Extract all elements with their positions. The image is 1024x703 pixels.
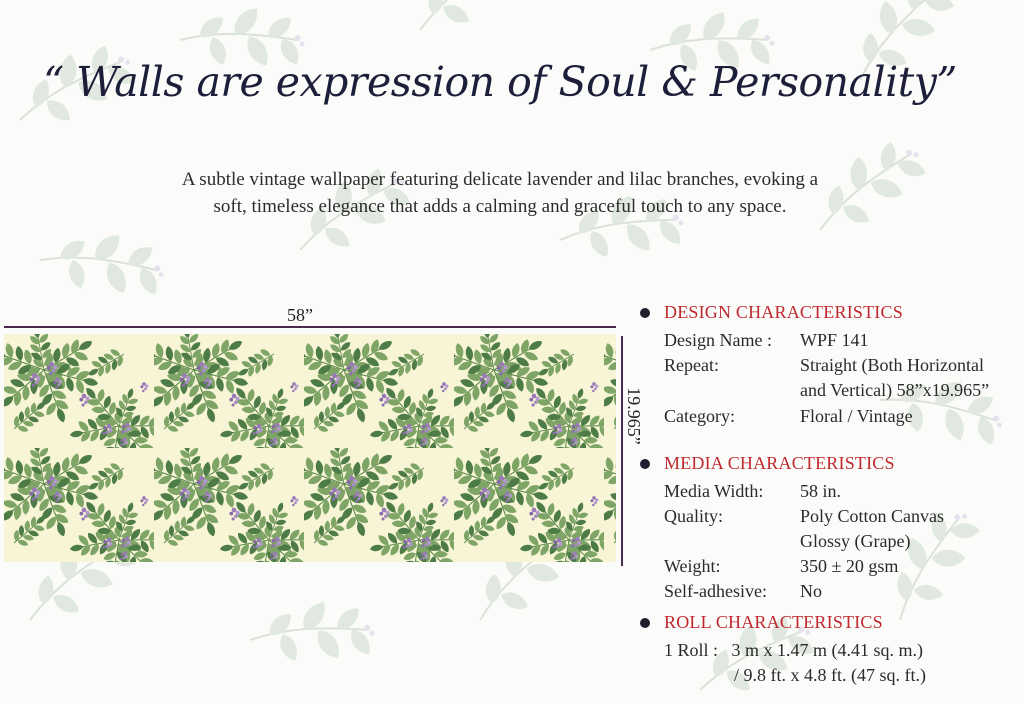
media-width-value: 58 in. (800, 481, 842, 501)
quality-value-line-2: Glossy (Grape) (800, 531, 911, 551)
design-characteristics-title: DESIGN CHARACTERISTICS (664, 302, 903, 322)
swatch-width-dimension-line (4, 326, 616, 328)
roll-size-metric: 1 Roll : 3 m x 1.47 m (4.41 sq. m.) (664, 640, 924, 660)
description-line-1: A subtle vintage wallpaper featuring delicate lavender and lilac branches, evoking a (181, 169, 819, 190)
swatch-height-label: 19.965” (624, 387, 644, 445)
wallpaper-swatch-image (4, 334, 616, 562)
swatch-width-label: 58” (287, 305, 313, 325)
roll-characteristics-heading (640, 610, 1024, 634)
swatch-height-dimension-line (621, 336, 623, 566)
category-label: Category: (664, 406, 735, 426)
repeat-value (800, 353, 989, 403)
bullet-icon (640, 459, 650, 469)
quality-value (800, 504, 944, 554)
quality-label: Quality: (664, 506, 723, 526)
roll-characteristics-title: ROLL CHARACTERISTICS (664, 612, 883, 632)
repeat-value-line-2: and Vertical) 58”x19.965” (800, 380, 990, 400)
weight-value: 350 ± 20 gsm (800, 556, 899, 576)
description-line-2: soft, timeless elegance that adds a calming and graceful touch to any space. (213, 196, 787, 217)
roll-size-imperial: / 9.8 ft. x 4.8 ft. (47 sq. ft.) (734, 665, 926, 685)
self-adhesive-label: Self-adhesive: (664, 581, 767, 601)
design-name-label: Design Name : (664, 330, 772, 350)
repeat-value-line-1: Straight (Both Horizontal (800, 355, 984, 375)
media-width-row (640, 479, 1024, 504)
weight-row (640, 554, 1024, 579)
design-name-value: WPF 141 (800, 330, 869, 350)
product-description (100, 166, 900, 220)
category-value: Floral / Vintage (800, 406, 913, 426)
repeat-row (640, 353, 1024, 403)
media-width-label: Media Width: (664, 481, 764, 501)
media-characteristics-title: MEDIA CHARACTERISTICS (664, 453, 895, 473)
quality-row (640, 504, 1024, 554)
roll-size-imperial-row (640, 663, 1024, 688)
self-adhesive-value: No (800, 581, 822, 601)
weight-label: Weight: (664, 556, 721, 576)
repeat-label: Repeat: (664, 355, 719, 375)
headline-quote: “ Walls are expression of Soul & Personality” (43, 58, 957, 106)
media-characteristics-heading (640, 451, 1024, 475)
specification-panel (640, 300, 1024, 688)
quality-value-line-1: Poly Cotton Canvas (800, 506, 945, 526)
roll-size-row (640, 638, 1024, 663)
bullet-icon (640, 308, 650, 318)
design-characteristics-heading (640, 300, 1024, 324)
category-row (640, 404, 1024, 429)
bullet-icon (640, 618, 650, 628)
self-adhesive-row (640, 579, 1024, 604)
design-name-row (640, 328, 1024, 353)
